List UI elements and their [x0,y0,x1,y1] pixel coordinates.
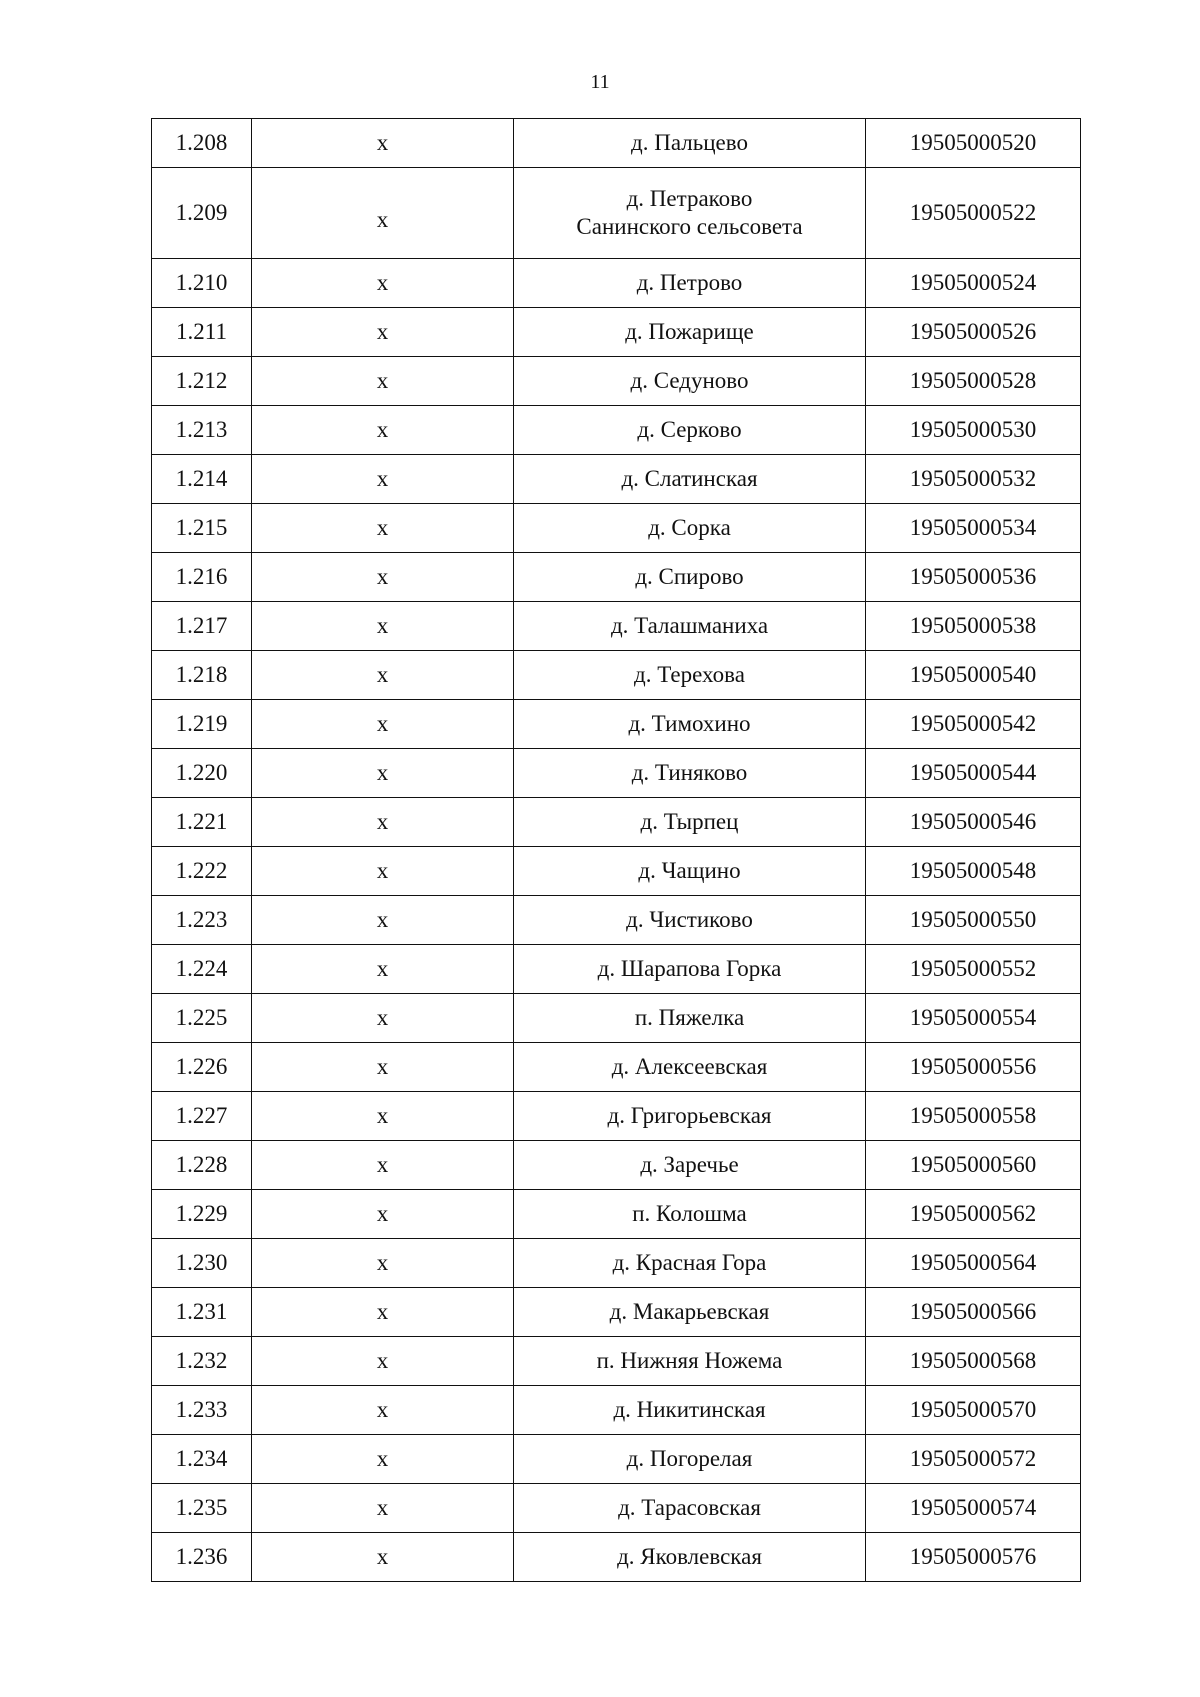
oktmo-code: 19505000572 [866,1435,1081,1484]
row-number: 1.232 [152,1337,252,1386]
settlement-name [514,1386,866,1435]
table-row [152,1386,1081,1435]
settlement-name [514,1533,866,1582]
row-mark: x [252,1337,514,1386]
row-number: 1.220 [152,749,252,798]
settlement-name-line: д. Заречье [640,1152,739,1177]
oktmo-code: 19505000556 [866,1043,1081,1092]
oktmo-code: 19505000530 [866,406,1081,455]
settlement-name-line: д. Тиняково [631,760,748,785]
table-row [152,1288,1081,1337]
oktmo-code: 19505000568 [866,1337,1081,1386]
settlement-name [514,259,866,308]
settlement-name-line: д. Тимохино [628,711,751,736]
oktmo-code: 19505000532 [866,455,1081,504]
row-number: 1.233 [152,1386,252,1435]
row-number: 1.214 [152,455,252,504]
settlement-name-line: д. Никитинская [613,1397,766,1422]
settlement-name-line: д. Чистиково [626,907,753,932]
table-row [152,357,1081,406]
row-number: 1.209 [152,168,252,259]
settlement-name [514,749,866,798]
settlement-name-line: д. Терехова [634,662,745,687]
row-mark: x [252,1239,514,1288]
row-number: 1.236 [152,1533,252,1582]
settlement-name [514,504,866,553]
row-number: 1.228 [152,1141,252,1190]
page-number: 11 [590,71,610,93]
settlement-name [514,1043,866,1092]
settlement-name [514,994,866,1043]
settlement-name-line: д. Слатинская [621,466,758,491]
settlement-name-line: д. Серково [637,417,742,442]
settlement-name-line: д. Красная Гора [612,1250,767,1275]
table-row [152,553,1081,602]
settlement-name-line: п. Колошма [632,1201,747,1226]
oktmo-code: 19505000564 [866,1239,1081,1288]
row-mark: x [252,504,514,553]
row-mark: x [252,308,514,357]
oktmo-code: 19505000524 [866,259,1081,308]
oktmo-code: 19505000576 [866,1533,1081,1582]
oktmo-code: 19505000526 [866,308,1081,357]
row-number: 1.215 [152,504,252,553]
oktmo-code: 19505000554 [866,994,1081,1043]
table-row [152,1533,1081,1582]
table-row [152,700,1081,749]
row-number: 1.211 [152,308,252,357]
table-row [152,1092,1081,1141]
row-number: 1.221 [152,798,252,847]
settlement-name [514,1239,866,1288]
settlement-name-line: д. Шарапова Горка [597,956,782,981]
settlement-name [514,1337,866,1386]
settlement-name [514,651,866,700]
table-row [152,406,1081,455]
table-row [152,1141,1081,1190]
oktmo-code: 19505000574 [866,1484,1081,1533]
row-mark: x [252,1288,514,1337]
oktmo-code: 19505000540 [866,651,1081,700]
settlement-name-line: д. Тарасовская [618,1495,761,1520]
row-number: 1.235 [152,1484,252,1533]
table-row [152,651,1081,700]
settlement-name-line: д. Погорелая [626,1446,753,1471]
oktmo-code: 19505000542 [866,700,1081,749]
row-mark: x [252,994,514,1043]
row-mark: x [252,1092,514,1141]
oktmo-code: 19505000562 [866,1190,1081,1239]
row-mark: x [252,357,514,406]
settlement-name [514,119,866,168]
row-number: 1.223 [152,896,252,945]
row-mark: x [252,896,514,945]
row-mark: x [252,602,514,651]
row-number: 1.224 [152,945,252,994]
table-row [152,1043,1081,1092]
row-mark: x [252,651,514,700]
table-row [152,896,1081,945]
settlement-name [514,847,866,896]
row-number: 1.229 [152,1190,252,1239]
settlement-name-line: д. Пальцево [631,130,748,155]
table-row [152,602,1081,651]
settlement-name-line: д. Петрово [636,270,743,295]
settlement-name-line: д. Талашманиха [610,613,769,638]
row-mark: x [252,945,514,994]
row-mark: x [252,1190,514,1239]
row-mark: x [252,1484,514,1533]
table-row [152,994,1081,1043]
table-row [152,1435,1081,1484]
settlement-name-line: д. Алексеевская [611,1054,768,1079]
table-row [152,1190,1081,1239]
row-mark: x [252,749,514,798]
row-mark: x [252,847,514,896]
settlements-table [151,118,1081,1582]
oktmo-code: 19505000538 [866,602,1081,651]
row-number: 1.219 [152,700,252,749]
table-row [152,168,1081,259]
settlement-name-line: д. Спирово [635,564,744,589]
row-mark: x [252,553,514,602]
settlement-name-line: д. Чащино [638,858,741,883]
row-number: 1.208 [152,119,252,168]
settlement-name [514,1092,866,1141]
oktmo-code: 19505000560 [866,1141,1081,1190]
row-number: 1.218 [152,651,252,700]
settlement-name-line: Санинского сельсовета [576,214,803,239]
row-mark: x [252,1141,514,1190]
settlement-name-line: д. Тырпец [640,809,739,834]
settlement-name-line: д. Григорьевская [607,1103,772,1128]
row-mark: x [252,168,514,259]
table-row [152,504,1081,553]
table-row [152,119,1081,168]
settlement-name [514,602,866,651]
settlement-name-line: д. Яковлевская [617,1544,762,1569]
row-mark: x [252,1533,514,1582]
settlement-name [514,1484,866,1533]
settlement-name [514,798,866,847]
settlement-name [514,168,866,259]
row-number: 1.216 [152,553,252,602]
row-number: 1.222 [152,847,252,896]
row-number: 1.225 [152,994,252,1043]
table-row [152,749,1081,798]
table-row [152,1239,1081,1288]
row-mark: x [252,1043,514,1092]
settlement-name-line: д. Пожарище [625,319,754,344]
settlement-name [514,1141,866,1190]
oktmo-code: 19505000520 [866,119,1081,168]
settlement-name [514,406,866,455]
row-number: 1.230 [152,1239,252,1288]
oktmo-code: 19505000534 [866,504,1081,553]
table-row [152,308,1081,357]
table-row [152,1337,1081,1386]
settlement-name [514,700,866,749]
row-number: 1.227 [152,1092,252,1141]
settlement-name-line: п. Пяжелка [634,1005,745,1030]
row-number: 1.234 [152,1435,252,1484]
row-number: 1.213 [152,406,252,455]
settlement-name [514,553,866,602]
oktmo-code: 19505000546 [866,798,1081,847]
settlement-name-line: д. Седуново [630,368,749,393]
settlement-name-line: д. Сорка [648,515,731,540]
settlement-name [514,308,866,357]
settlement-name-line: д. Макарьевская [609,1299,770,1324]
row-number: 1.217 [152,602,252,651]
oktmo-code: 19505000570 [866,1386,1081,1435]
settlement-name [514,455,866,504]
oktmo-code: 19505000548 [866,847,1081,896]
settlement-name [514,357,866,406]
row-number: 1.210 [152,259,252,308]
row-number: 1.226 [152,1043,252,1092]
table-row [152,798,1081,847]
row-mark: x [252,1435,514,1484]
row-mark: x [252,798,514,847]
table-row [152,847,1081,896]
row-mark: x [252,259,514,308]
settlement-name [514,945,866,994]
table-body [152,119,1081,1582]
settlement-name [514,1190,866,1239]
row-mark: x [252,406,514,455]
table-row [152,945,1081,994]
oktmo-code: 19505000536 [866,553,1081,602]
settlement-name [514,1288,866,1337]
row-number: 1.212 [152,357,252,406]
table-row [152,455,1081,504]
row-mark: x [252,1386,514,1435]
oktmo-code: 19505000566 [866,1288,1081,1337]
oktmo-code: 19505000528 [866,357,1081,406]
oktmo-code: 19505000558 [866,1092,1081,1141]
settlement-name [514,896,866,945]
row-mark: x [252,119,514,168]
row-mark: x [252,700,514,749]
oktmo-code: 19505000522 [866,168,1081,259]
oktmo-code: 19505000550 [866,896,1081,945]
table-row [152,259,1081,308]
oktmo-code: 19505000552 [866,945,1081,994]
settlement-name [514,1435,866,1484]
settlement-name-line: д. Петраково [626,186,753,211]
settlement-name-line: п. Нижняя Ножема [596,1348,783,1373]
oktmo-code: 19505000544 [866,749,1081,798]
table-row [152,1484,1081,1533]
row-number: 1.231 [152,1288,252,1337]
row-mark: x [252,455,514,504]
